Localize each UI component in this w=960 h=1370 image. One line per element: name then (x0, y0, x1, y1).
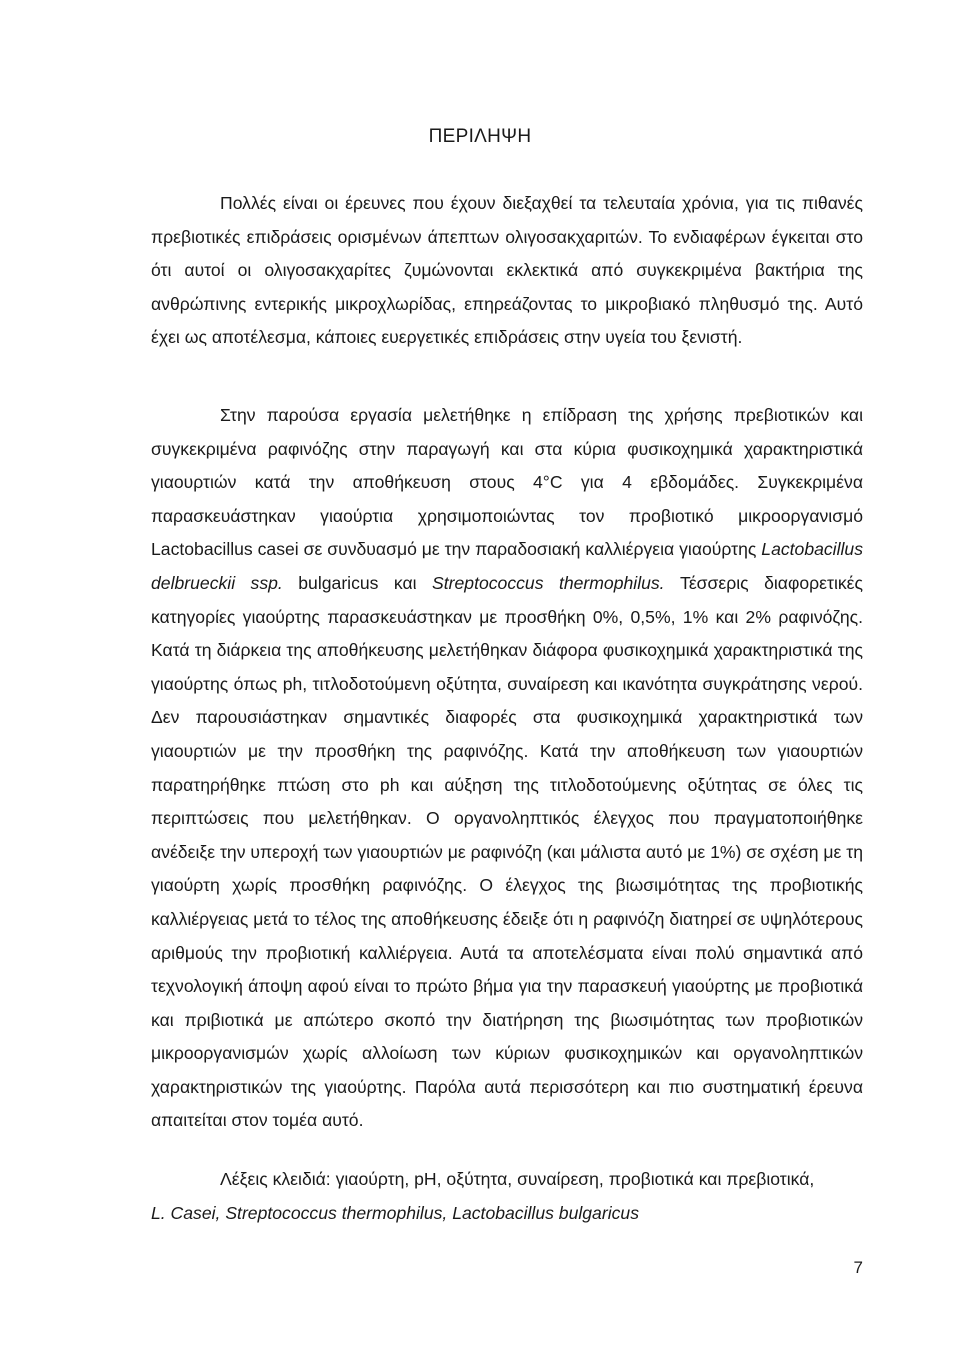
abstract-paragraph-study (151, 399, 863, 1138)
page-number: 7 (853, 1258, 863, 1277)
species-name-italic: Streptococcus thermophilus. (432, 572, 665, 593)
page-title: ΠΕΡΙΛΗΨΗ (428, 126, 532, 147)
paragraph-text-segment: Τέσσερις διαφορετικές κατηγορίες γιαούρτης παρασκευάστηκαν με προσθήκη 0%, 0,5%, 1% και 2% ραφινόζης. Κατά τη διάρκεια της αποθήκευσης μελετήθηκαν διάφορα φυσικοχημικά χαρακτηριστικά της γιαούρτης όπως ph, τιτλοδοτούμενη οξύτητα, συναίρεση και ικανότητα συγκράτησης νερού. Δεν παρουσιάστηκαν σημαντικές διαφορές στα φυσικοχημικά χαρακτηριστικά των γιαουρτιών με την προσθήκη της ραφινόζης. Κατά την αποθήκευση των γιαουρτιών παρατηρήθηκε πτώση στο ph και αύξηση της τιτλοδοτούμενης οξύτητας σε όλες τις περιπτώσεις που μελετήθηκαν. Ο οργανοληπτικός έλεγχος που πραγματοποιήθηκε ανέδειξε την υπεροχή των γιαουρτιών με ραφινόζη (και μάλιστα αυτό με 1%) σε σχέση με τη γιαούρτη χωρίς προσθήκη ραφινόζης. Ο έλεγχος της βιωσιμότητας της προβιοτικής καλλιέργειας μετά το τέλος της αποθήκευσης έδειξε ότι η ραφινόζη διατηρεί σε υψηλότερους αριθμούς την προβιοτική καλλιέργεια. Αυτά τα αποτελέσματα είναι πολύ σημαντικά από τεχνολογική άποψη αφού είναι το πρώτο βήμα για την παρασκευή γιαούρτης με προβιοτικά και πριβιοτικά με απώτερο σκοπό την διατήρηση της βιωσιμότητας των προβιοτικών μικροοργανισμών χωρίς αλλοίωση των κύριων φυσικοχημικών και οργανοληπτικών χαρακτηριστικών της γιαούρτης. Παρόλα αυτά περισσότερη και πιο συστηματική έρευνα απαιτείται στον τομέα αυτό. (151, 572, 863, 1131)
abstract-paragraph-intro: Πολλές είναι οι έρευνες που έχουν διεξαχθεί τα τελευταία χρόνια, για τις πιθανές πρεβιοτικές επιδράσεις ορισμένων άπεπτων ολιγοσακχαριτών. Το ενδιαφέρων έγκειται στο ότι αυτοί οι ολιγοσακχαρίτες ζυμώνονται εκλεκτικά από συγκεκριμένα βακτήρια της ανθρώπινης εντερικής μικροχλωρίδας, επηρεάζοντας το μικροβιακό πληθυσμό της. Αυτό έχει ως αποτέλεσμα, κάποιες ευεργετικές επιδράσεις στην υγεία του ξενιστή. (151, 193, 863, 348)
keywords-species-italic: L. Casei, Streptococcus thermophilus, Lactobacillus bulgaricus (151, 1202, 639, 1223)
keywords-paragraph (151, 1163, 863, 1230)
species-name-italic: Lactobacillus delbrueckii ssp. (151, 539, 863, 593)
paragraph-text-segment: bulgaricus και (282, 572, 433, 593)
keywords-label: Λέξεις κλειδιά: γιαούρτη, pH, οξύτητα, συναίρεση, προβιοτικά και πρεβιοτικά, (220, 1169, 815, 1189)
paragraph-text-segment: Στην παρούσα εργασία μελετήθηκε η επίδραση της χρήσης πρεβιοτικών και συγκεκριμένα ραφινόζης στην παραγωγή και στα κύρια φυσικοχημικά χαρακτηριστικά γιαουρτιών κατά την αποθήκευση στους 4°C για 4 εβδομάδες. Συγκεκριμένα παρασκευάστηκαν γιαούρτια χρησιμοποιώντας τον προβιοτικό μικροοργανισμό Lactobacillus casei σε συνδυασμό με την παραδοσιακή καλλιέργεια γιαούρτης (151, 405, 863, 560)
